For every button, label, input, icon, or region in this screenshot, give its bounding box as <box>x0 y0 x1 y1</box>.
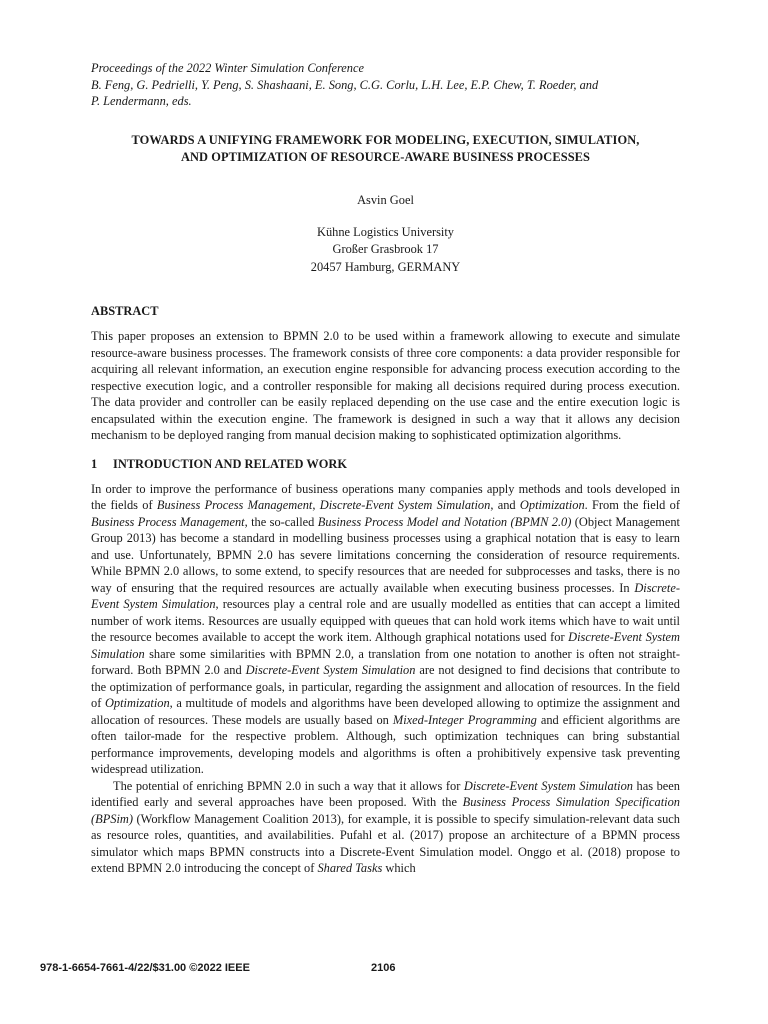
italic-term: Shared Tasks <box>317 861 383 875</box>
affiliation <box>91 224 680 277</box>
text-run: , the so-called <box>244 514 318 529</box>
abstract-heading: ABSTRACT <box>91 304 159 318</box>
header-conference: Proceedings of the 2022 Winter Simulation Conference <box>91 61 365 75</box>
text-run: share some similarities with BPMN 2.0, a translation from one notation to another is often not straight-forward. Both BPMN 2.0 and <box>91 646 680 677</box>
italic-term: Business Process Simulation Specification (BPSim) <box>91 795 680 826</box>
affiliation-institution: Kühne Logistics University <box>317 224 454 239</box>
affiliation-city: 20457 Hamburg, GERMANY <box>310 259 461 274</box>
italic-term: Optimization <box>519 498 585 512</box>
italic-term: Discrete-Event System Simulation <box>463 778 633 793</box>
text-run: (Workflow Management Coalition 2013), for example, it is possible to specify simulation-relevant data such as resource roles, quantities, and availabilities. Pufahl et al. (2017) propose an architecture of a BPMN process simulator which maps BPMN constructs into a Discrete-Event Simulation model. Onggo et al. (2018) propose to extend BPMN 2.0 introducing the concept of <box>91 811 680 875</box>
text-run: which <box>382 861 416 875</box>
text-run: are not designed to find decisions that contribute to the optimization of performance goals, in particular, regarding the assignment and allocation of resources. In the field of <box>91 663 680 710</box>
affiliation-street: Großer Grasbrook 17 <box>332 242 439 256</box>
text-run: , and <box>490 498 520 512</box>
italic-term: Discrete-Event System Simulation <box>91 580 680 611</box>
header-editors-cont: P. Lendermann, eds. <box>91 94 192 108</box>
proceedings-header <box>91 60 680 110</box>
italic-term: Discrete-Event System Simulation <box>91 630 680 661</box>
paper-page <box>91 60 680 877</box>
section-heading <box>91 456 680 473</box>
text-run: , <box>312 498 320 512</box>
text-run: and efficient algorithms are often tailor-made for the respective problem. Although, such optimization techniques can bring substantial performance improvements, developing models and algorithms is often a prohibitively expensive task preventing widespread utilization. <box>91 712 680 776</box>
text-run: , a multitude of models and algorithms have been developed allowing to optimize the assignment and allocation of resources. These models are usually based on <box>91 696 681 727</box>
footer-isbn: 978-1-6654-7661-4/22/$31.00 ©2022 IEEE <box>40 962 250 974</box>
page-number: 2106 <box>371 962 396 974</box>
italic-term: Discrete-Event System Simulation <box>245 663 416 677</box>
italic-term: Business Process Model and Notation (BPMN 2.0) <box>317 514 572 529</box>
intro-paragraph-2 <box>91 778 680 877</box>
text-run: has been identified early and several approaches have been proposed. With the <box>91 778 681 809</box>
intro-paragraph-1 <box>91 481 680 778</box>
header-editors: B. Feng, G. Pedrielli, Y. Peng, S. Shashaani, E. Song, C.G. Corlu, L.H. Lee, E.P. Chew, T. Roeder, and <box>91 77 599 92</box>
section-number: 1 <box>91 456 98 471</box>
abstract-text: This paper proposes an extension to BPMN 2.0 to be used within a framework allowing to execute and simulate resource-aware business processes. The framework consists of three core components: a data provider responsible for acquiring all relevant information, an execution engine responsible for advancing process execution according to the respective execution logic, and a controller responsible for making all decisions required during process execution. The data provider and controller can be easily replaced depending on the use case and the entire execution logic is encapsulated within the execution engine. The framework is designed in such a way that it allows any decision mechanism to be deployed ranging from manual decision making to sophisticated optimization algorithms. <box>91 329 680 442</box>
text-run: , resources play a central role and are usually modelled as entities that can accept a limited number of work items. Resources are usually equipped with queues that can hold work items which have to wait until the resource becomes available to accept the work item. Although graphical notations used for <box>91 597 680 644</box>
text-run: In order to improve the performance of business operations many companies apply methods and tools developed in the fields of <box>91 481 680 512</box>
italic-term: Business Process Management <box>156 498 313 512</box>
text-run: (Object Management Group 2013) has become a standard in modelling business processes using a graphical notation that is easy to learn and use. Unfortunately, BPMN 2.0 has severe limitations concerning the consideration of resource requirements. While BPMN 2.0 allows, to some extend, to specify resources that are needed for subprocesses and tasks, there is no way of ensuring that the required resources are actually available when executing business processes. In <box>91 514 680 595</box>
title-line-2: AND OPTIMIZATION OF RESOURCE-AWARE BUSINESS PROCESSES <box>180 149 591 164</box>
italic-term: Mixed-Integer Programming <box>392 712 537 727</box>
text-run: The potential of enriching BPMN 2.0 in such a way that it allows for <box>113 778 464 793</box>
text-run: . From the field of <box>584 498 680 512</box>
section-title: INTRODUCTION AND RELATED WORK <box>113 456 347 471</box>
italic-term: Business Process Management <box>91 514 245 529</box>
title-line-1: TOWARDS A UNIFYING FRAMEWORK FOR MODELING, EXECUTION, SIMULATION, <box>131 132 640 147</box>
paper-title <box>91 132 680 166</box>
author-name: Asvin Goel <box>357 192 414 207</box>
italic-term: Optimization <box>104 696 170 710</box>
italic-term: Discrete-Event System Simulation <box>319 498 491 512</box>
